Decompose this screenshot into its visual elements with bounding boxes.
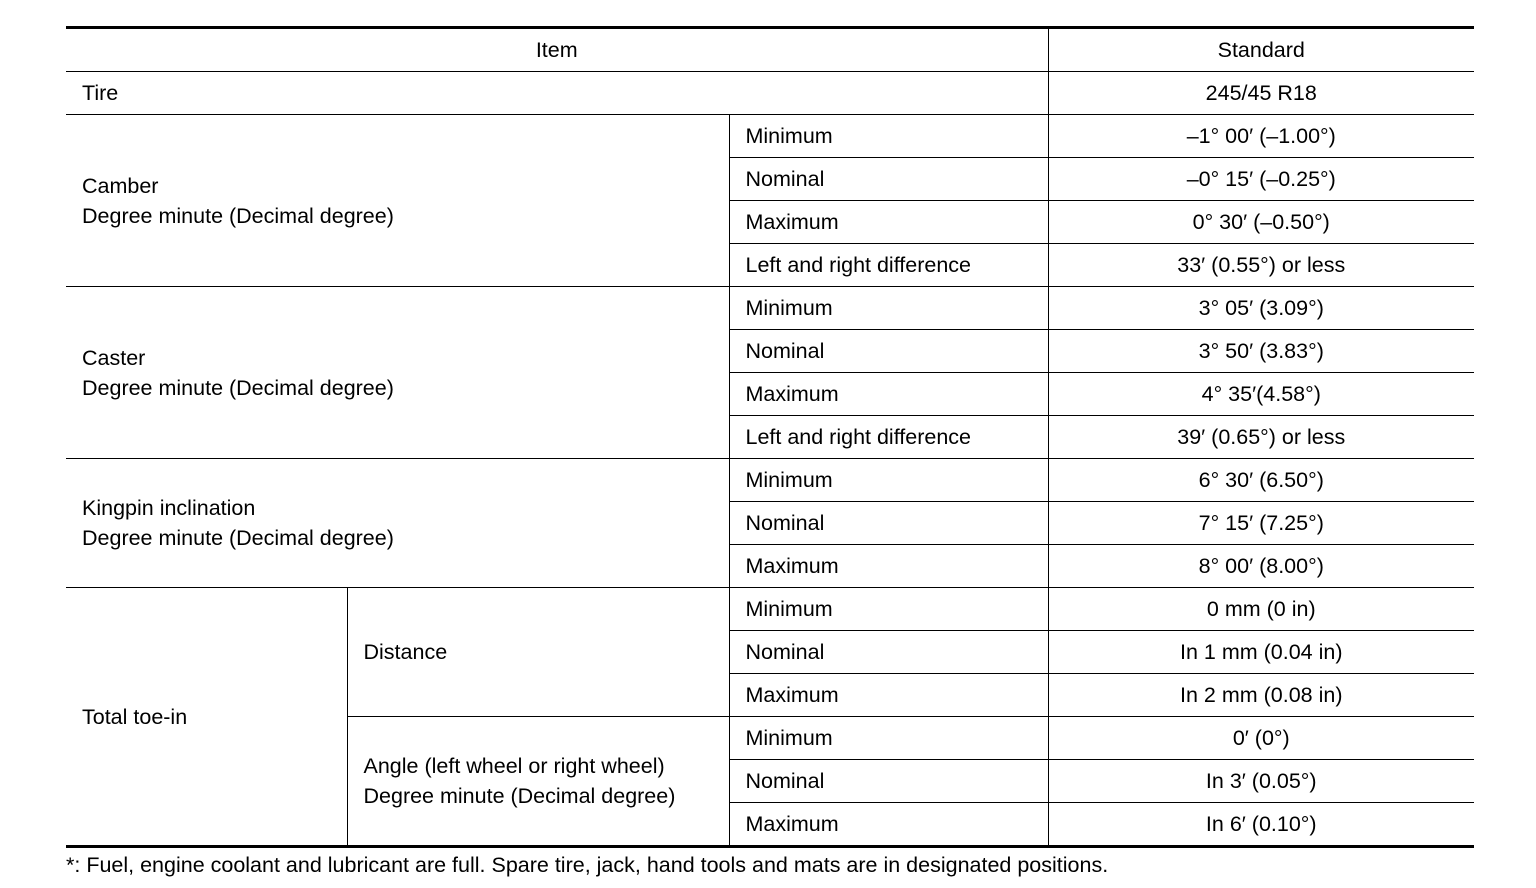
kingpin-value-nominal: 7° 15′ (7.25°) bbox=[1048, 502, 1474, 545]
caster-sub-nominal: Nominal bbox=[729, 330, 1048, 373]
caster-value-maximum: 4° 35′(4.58°) bbox=[1048, 373, 1474, 416]
toe-in-angle-value-nominal: In 3′ (0.05°) bbox=[1048, 760, 1474, 803]
caster-label bbox=[66, 287, 729, 459]
toe-in-angle-sub-minimum: Minimum bbox=[729, 717, 1048, 760]
camber-label-line2: Degree minute (Decimal degree) bbox=[82, 203, 394, 228]
table-header-row bbox=[66, 28, 1474, 72]
tire-label: Tire bbox=[66, 72, 1048, 115]
table-row bbox=[66, 115, 1474, 158]
toe-in-angle-sub-nominal: Nominal bbox=[729, 760, 1048, 803]
camber-value-maximum: 0° 30′ (–0.50°) bbox=[1048, 201, 1474, 244]
toe-in-angle-value-minimum: 0′ (0°) bbox=[1048, 717, 1474, 760]
kingpin-value-minimum: 6° 30′ (6.50°) bbox=[1048, 459, 1474, 502]
kingpin-sub-minimum: Minimum bbox=[729, 459, 1048, 502]
camber-sub-maximum: Maximum bbox=[729, 201, 1048, 244]
toe-in-distance-sub-maximum: Maximum bbox=[729, 674, 1048, 717]
kingpin-sub-maximum: Maximum bbox=[729, 545, 1048, 588]
camber-sub-minimum: Minimum bbox=[729, 115, 1048, 158]
camber-label bbox=[66, 115, 729, 287]
toe-in-distance-sub-minimum: Minimum bbox=[729, 588, 1048, 631]
tire-row bbox=[66, 72, 1474, 115]
header-standard: Standard bbox=[1048, 28, 1474, 72]
toe-in-distance-value-maximum: In 2 mm (0.08 in) bbox=[1048, 674, 1474, 717]
kingpin-label bbox=[66, 459, 729, 588]
kingpin-sub-nominal: Nominal bbox=[729, 502, 1048, 545]
caster-value-difference: 39′ (0.65°) or less bbox=[1048, 416, 1474, 459]
wheel-alignment-spec-table bbox=[66, 26, 1474, 848]
camber-value-minimum: –1° 00′ (–1.00°) bbox=[1048, 115, 1474, 158]
footnote: *: Fuel, engine coolant and lubricant are full. Spare tire, jack, hand tools and mats are in designated positions. bbox=[66, 853, 1109, 877]
toe-in-angle-value-maximum: In 6′ (0.10°) bbox=[1048, 803, 1474, 847]
camber-value-nominal: –0° 15′ (–0.25°) bbox=[1048, 158, 1474, 201]
caster-label-line2: Degree minute (Decimal degree) bbox=[82, 375, 394, 400]
kingpin-value-maximum: 8° 00′ (8.00°) bbox=[1048, 545, 1474, 588]
toe-in-angle-label-line1: Angle (left wheel or right wheel) bbox=[363, 754, 665, 778]
kingpin-label-line2: Degree minute (Decimal degree) bbox=[82, 526, 394, 550]
camber-label-line1: Camber bbox=[82, 173, 159, 198]
caster-label-line1: Caster bbox=[82, 345, 146, 370]
toe-in-angle-sub-maximum: Maximum bbox=[729, 803, 1048, 847]
toe-in-angle-label-line2: Degree minute (Decimal degree) bbox=[363, 784, 676, 808]
toe-in-distance-sub-nominal: Nominal bbox=[729, 631, 1048, 674]
caster-sub-minimum: Minimum bbox=[729, 287, 1048, 330]
kingpin-label-line1: Kingpin inclination bbox=[82, 496, 256, 520]
caster-sub-difference: Left and right difference bbox=[729, 416, 1048, 459]
toe-in-distance-value-minimum: 0 mm (0 in) bbox=[1048, 588, 1474, 631]
toe-in-label: Total toe-in bbox=[66, 588, 347, 847]
tire-value: 245/45 R18 bbox=[1048, 72, 1474, 115]
table-row bbox=[66, 287, 1474, 330]
table-row bbox=[66, 588, 1474, 631]
camber-sub-difference: Left and right difference bbox=[729, 244, 1048, 287]
camber-value-difference: 33′ (0.55°) or less bbox=[1048, 244, 1474, 287]
caster-sub-maximum: Maximum bbox=[729, 373, 1048, 416]
header-item: Item bbox=[66, 28, 1048, 72]
camber-sub-nominal: Nominal bbox=[729, 158, 1048, 201]
table-row bbox=[66, 459, 1474, 502]
caster-value-nominal: 3° 50′ (3.83°) bbox=[1048, 330, 1474, 373]
toe-in-distance-value-nominal: In 1 mm (0.04 in) bbox=[1048, 631, 1474, 674]
toe-in-distance-label: Distance bbox=[347, 588, 729, 717]
toe-in-angle-label bbox=[347, 717, 729, 847]
caster-value-minimum: 3° 05′ (3.09°) bbox=[1048, 287, 1474, 330]
